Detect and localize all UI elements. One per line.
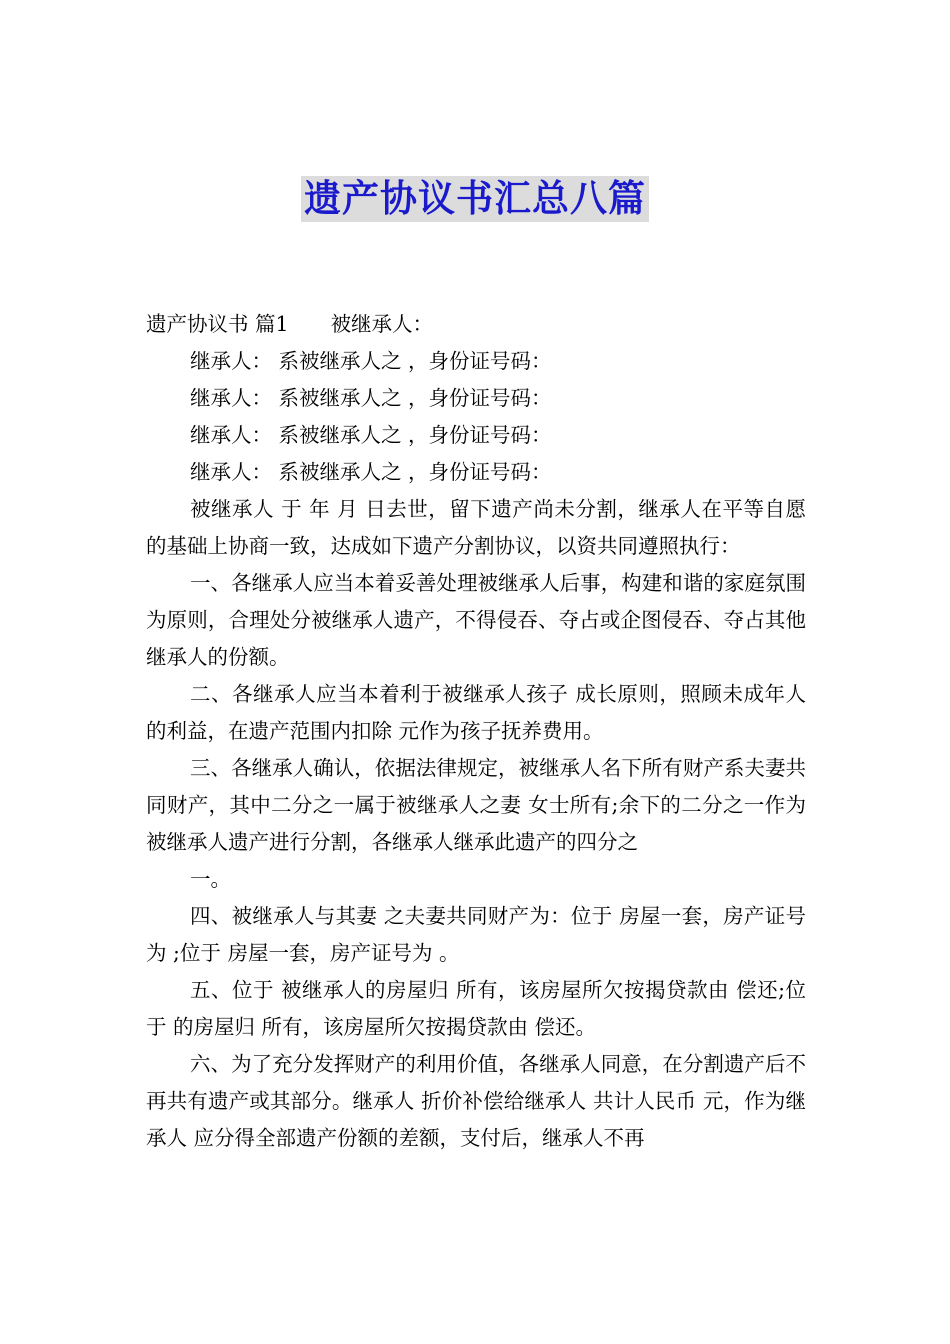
decedent-label: 被继承人： [330, 312, 434, 336]
paragraph-clause-2: 二、各继承人应当本着利于被继承人孩子 成长原则，照顾未成年人的利益，在遗产范围内扣除 元作为孩子抚养费用。 [146, 682, 806, 743]
paragraph-clause-5: 五、位于 被继承人的房屋归 所有，该房屋所欠按揭贷款由 偿还;位于 的房屋归 所有，该房屋所欠按揭贷款由 偿还。 [146, 978, 806, 1039]
paragraph-clause-1: 一、各继承人应当本着妥善处理被继承人后事，构建和谐的家庭氛围为原则，合理处分被继承人遗产，不得侵吞、夺占或企图侵吞、夺占其他继承人的份额。 [146, 571, 806, 669]
title-wrap [0, 176, 950, 222]
heir-line: 继承人： 系被继承人之 ，身份证号码： [190, 386, 552, 410]
document-body [146, 306, 806, 1157]
heir-line: 继承人： 系被继承人之 ，身份证号码： [190, 423, 552, 447]
section-heading-line [146, 306, 806, 343]
paragraph-clause-3-continuation: 一。 [190, 867, 231, 891]
heir-line: 继承人： 系被继承人之 ，身份证号码： [190, 349, 552, 373]
paragraph-clause-6: 六、为了充分发挥财产的利用价值，各继承人同意，在分割遗产后不再共有遗产或其部分。继承人 折价补偿给继承人 共计人民币 元，作为继承人 应分得全部遗产份额的差额，支付后，继承人不再 [146, 1052, 806, 1150]
paragraph-clause-3: 三、各继承人确认，依据法律规定，被继承人名下所有财产系夫妻共同财产，其中二分之一属于被继承人之妻 女士所有;余下的二分之一作为被继承人遗产进行分割，各继承人继承此遗产的四分之 [146, 756, 806, 854]
section-heading: 遗产协议书 篇1 [146, 312, 289, 336]
document-title: 遗产协议书汇总八篇 [301, 176, 649, 222]
heir-line: 继承人： 系被继承人之 ，身份证号码： [190, 460, 552, 484]
paragraph-clause-4: 四、被继承人与其妻 之夫妻共同财产为：位于 房屋一套，房产证号为 ;位于 房屋一套，房产证号为 。 [146, 904, 806, 965]
paragraph-intro: 被继承人 于 年 月 日去世，留下遗产尚未分割，继承人在平等自愿的基础上协商一致，达成如下遗产分割协议，以资共同遵照执行： [146, 497, 806, 558]
